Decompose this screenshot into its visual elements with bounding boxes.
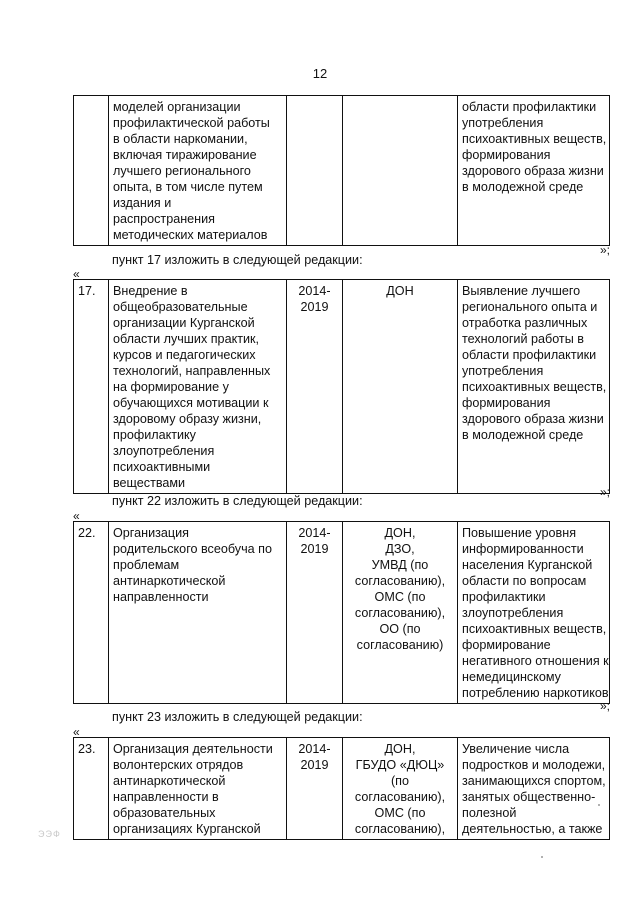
text-line: ОМС (по bbox=[374, 806, 426, 820]
closing-quote: »; bbox=[599, 699, 610, 713]
plan-table-item-22 bbox=[73, 521, 610, 704]
text-line: злоупотребления bbox=[462, 606, 564, 620]
text-line: организации Курганской bbox=[113, 316, 255, 330]
text-line: распространения bbox=[113, 212, 215, 226]
text-line: информированности bbox=[462, 542, 584, 556]
instruction-item-23: пункт 23 изложить в следующей редакции: bbox=[112, 710, 363, 724]
text-line: антинаркотической bbox=[113, 774, 226, 788]
closing-quote: »; bbox=[599, 243, 610, 257]
expected-result-cell bbox=[458, 738, 610, 840]
period-cell bbox=[287, 280, 343, 494]
measure-description-cell bbox=[109, 280, 287, 494]
executors-cell bbox=[343, 522, 458, 704]
expected-result-cell bbox=[458, 96, 610, 246]
text-line: психоактивных веществ, bbox=[462, 132, 607, 146]
page-number: 12 bbox=[312, 66, 328, 81]
text-line: употребления bbox=[462, 116, 544, 130]
item-number-cell: 17. bbox=[74, 280, 109, 494]
text-line: здорового образа жизни bbox=[462, 164, 604, 178]
text-line: занимающихся спортом, bbox=[462, 774, 606, 788]
text-line: населения Курганской bbox=[462, 558, 593, 572]
text-line: 2019 bbox=[300, 758, 329, 772]
text-line: Внедрение в bbox=[113, 284, 188, 298]
text-line: отработка различных bbox=[462, 316, 588, 330]
text-line: области лучших практик, bbox=[113, 332, 260, 346]
text-line: профилактику bbox=[113, 428, 196, 442]
text-line: направленности в bbox=[113, 790, 219, 804]
text-line: занятых общественно- bbox=[462, 790, 596, 804]
text-line: здорового образа жизни bbox=[462, 412, 604, 426]
executors-cell bbox=[343, 738, 458, 840]
text-line: негативного отношения к bbox=[462, 654, 609, 668]
measure-description-cell bbox=[109, 738, 287, 840]
text-line: Выявление лучшего bbox=[462, 284, 581, 298]
text-line: издания и bbox=[113, 196, 172, 210]
text-line: направленности bbox=[113, 590, 209, 604]
executors-cell bbox=[343, 280, 458, 494]
text-line: согласованию), bbox=[354, 790, 446, 804]
item-number-cell: 23. bbox=[74, 738, 109, 840]
opening-quote: « bbox=[73, 267, 80, 281]
text-line: области профилактики bbox=[462, 100, 597, 114]
text-line: в молодежной среде bbox=[462, 428, 584, 442]
text-line: профилактики bbox=[462, 590, 546, 604]
text-line: психоактивных веществ, bbox=[462, 380, 607, 394]
text-line: области по вопросам bbox=[462, 574, 587, 588]
text-line: родительского всеобуча по bbox=[113, 542, 272, 556]
text-line: согласованию), bbox=[354, 574, 446, 588]
text-line: психоактивных веществ, bbox=[462, 622, 607, 636]
text-line: ДОН bbox=[386, 284, 414, 298]
text-line: 2014- bbox=[298, 526, 331, 540]
text-line: УМВД (по bbox=[371, 558, 429, 572]
table-row bbox=[74, 280, 610, 494]
scan-speck bbox=[541, 856, 543, 858]
text-line: антинаркотической bbox=[113, 574, 226, 588]
text-line: в молодежной среде bbox=[462, 180, 584, 194]
text-line: 2014- bbox=[298, 284, 331, 298]
text-line: согласованию) bbox=[356, 638, 444, 652]
period-cell bbox=[287, 738, 343, 840]
text-line: профилактической работы bbox=[113, 116, 270, 130]
plan-table-continuation bbox=[73, 95, 610, 246]
text-line: веществами bbox=[113, 476, 186, 490]
text-line: злоупотребления bbox=[113, 444, 215, 458]
plan-table-item-17 bbox=[73, 279, 610, 494]
text-line: потреблению наркотиков bbox=[462, 686, 609, 700]
text-line: волонтерских отрядов bbox=[113, 758, 244, 772]
scan-speck bbox=[598, 804, 600, 806]
text-line: формирования bbox=[462, 148, 551, 162]
text-line: согласованию), bbox=[354, 822, 446, 836]
text-line: ОО (по bbox=[379, 622, 421, 636]
text-line: курсов и педагогических bbox=[113, 348, 256, 362]
item-number-cell: 22. bbox=[74, 522, 109, 704]
text-line: 2019 bbox=[300, 542, 329, 556]
text-line: на формирование у bbox=[113, 380, 229, 394]
text-line: технологий, направленных bbox=[113, 364, 271, 378]
text-line: опыта, в том числе путем bbox=[113, 180, 263, 194]
expected-result-cell bbox=[458, 522, 610, 704]
scan-artifact-mark: ЭЭФ bbox=[38, 829, 61, 839]
text-line: образовательных bbox=[113, 806, 216, 820]
text-line: подростков и молодежи, bbox=[462, 758, 606, 772]
text-line: формирования bbox=[462, 396, 551, 410]
executors-cell bbox=[343, 96, 458, 246]
text-line: ДОН, bbox=[384, 526, 416, 540]
period-cell bbox=[287, 96, 343, 246]
table-row bbox=[74, 738, 610, 840]
opening-quote: « bbox=[73, 509, 80, 523]
text-line: обучающихся мотивации к bbox=[113, 396, 269, 410]
text-line: Повышение уровня bbox=[462, 526, 577, 540]
text-line: Увеличение числа bbox=[462, 742, 570, 756]
text-line: ДЗО, bbox=[385, 542, 415, 556]
text-line: полезной bbox=[462, 806, 517, 820]
text-line: проблемам bbox=[113, 558, 180, 572]
text-line: методических материалов bbox=[113, 228, 268, 242]
text-line: формирование bbox=[462, 638, 551, 652]
instruction-item-22: пункт 22 изложить в следующей редакции: bbox=[112, 494, 363, 508]
text-line: деятельностью, а также bbox=[462, 822, 603, 836]
text-line: общеобразовательные bbox=[113, 300, 248, 314]
measure-description-cell bbox=[109, 96, 287, 246]
text-line: здоровому образу жизни, bbox=[113, 412, 262, 426]
text-line: области профилактики bbox=[462, 348, 597, 362]
expected-result-cell bbox=[458, 280, 610, 494]
opening-quote: « bbox=[73, 725, 80, 739]
table-row bbox=[74, 522, 610, 704]
period-cell bbox=[287, 522, 343, 704]
item-number-cell bbox=[74, 96, 109, 246]
text-line: регионального опыта и bbox=[462, 300, 598, 314]
text-line: включая тиражирование bbox=[113, 148, 257, 162]
text-line: лучшего регионального bbox=[113, 164, 251, 178]
text-line: психоактивными bbox=[113, 460, 211, 474]
text-line: согласованию), bbox=[354, 606, 446, 620]
text-line: употребления bbox=[462, 364, 544, 378]
plan-table-item-23 bbox=[73, 737, 610, 840]
text-line: технологий работы в bbox=[462, 332, 584, 346]
text-line: ДОН, bbox=[384, 742, 416, 756]
text-line: 2014- bbox=[298, 742, 331, 756]
instruction-item-17: пункт 17 изложить в следующей редакции: bbox=[112, 253, 363, 267]
table-row bbox=[74, 96, 610, 246]
text-line: моделей организации bbox=[113, 100, 241, 114]
text-line: 2019 bbox=[300, 300, 329, 314]
text-line: (по bbox=[390, 774, 410, 788]
text-line: немедицинскому bbox=[462, 670, 561, 684]
text-line: ОМС (по bbox=[374, 590, 426, 604]
text-line: Организация bbox=[113, 526, 189, 540]
text-line: ГБУДО «ДЮЦ» bbox=[355, 758, 445, 772]
text-line: Организация деятельности bbox=[113, 742, 273, 756]
text-line: организациях Курганской bbox=[113, 822, 261, 836]
measure-description-cell bbox=[109, 522, 287, 704]
text-line: в области наркомании, bbox=[113, 132, 248, 146]
closing-quote: »; bbox=[599, 485, 610, 499]
